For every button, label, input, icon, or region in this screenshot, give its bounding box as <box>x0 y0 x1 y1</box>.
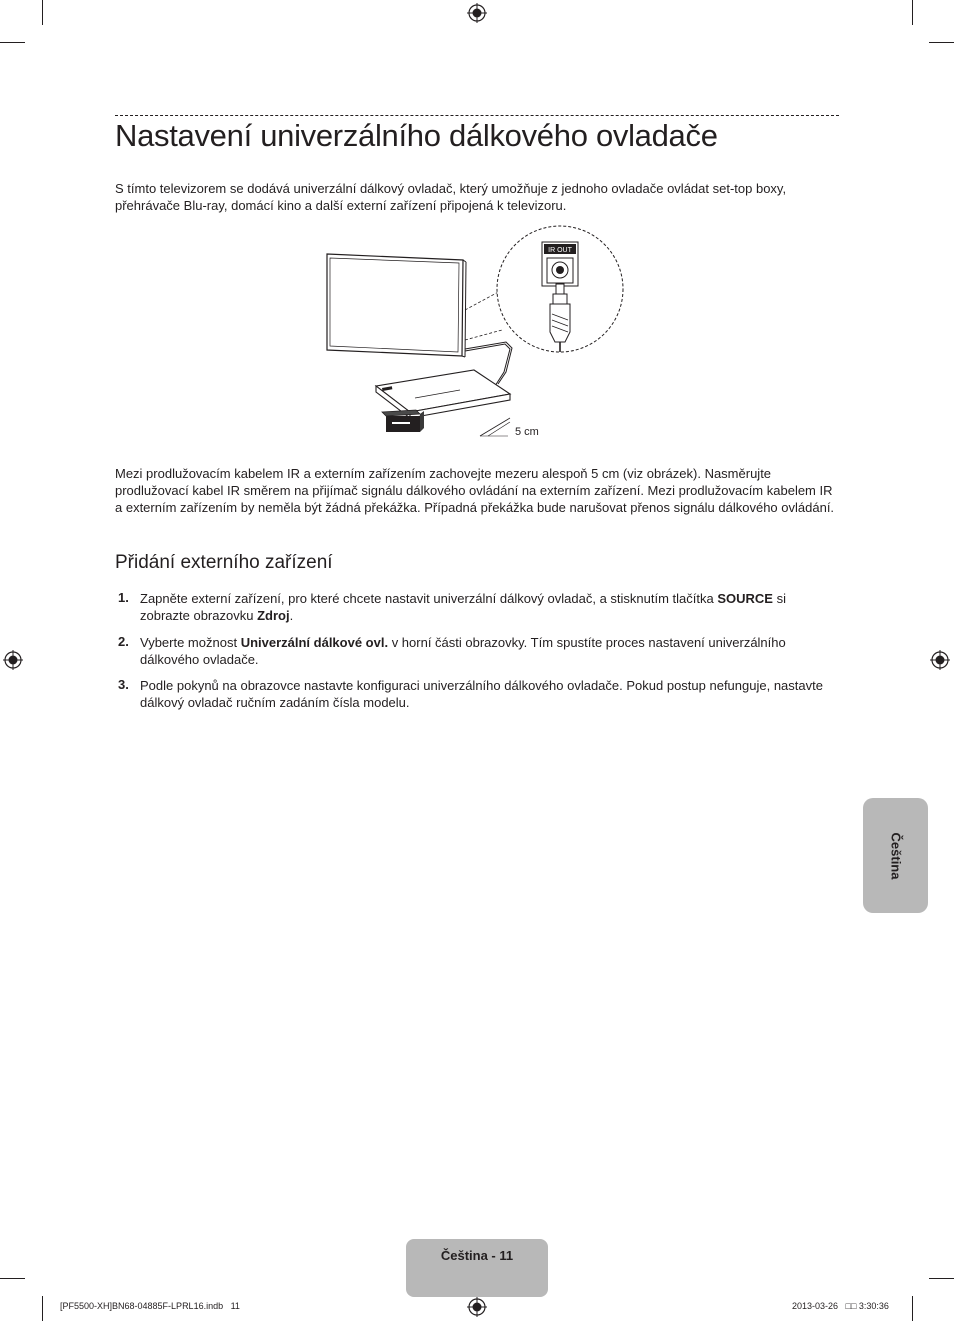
page-number-label: Čeština - 11 <box>440 1248 514 1263</box>
step-number: 3. <box>118 677 129 692</box>
source-button-term: SOURCE <box>717 591 773 606</box>
distance-note-paragraph: Mezi prodlužovacím kabelem IR a externím zařízením zachovejte mezeru alespoň 5 cm (viz obrázek). Nasměrujte prodlužovací kabel IR směrem na přijímač signálu dálkového ovládání na externím zařízení. Mezi prodlužovacím kabelem IR a externím zařízením by neměla být žádná překážka. Případná překážka bude narušovat přenos signálu dálkového ovládání. <box>115 466 835 515</box>
ir-connection-diagram <box>320 222 640 444</box>
crop-mark <box>42 1296 43 1321</box>
crop-mark <box>912 0 913 25</box>
crop-mark <box>0 1278 25 1279</box>
section-title: Přidání externího zařízení <box>115 552 333 573</box>
intro-paragraph: S tímto televizorem se dodává univerzální dálkový ovladač, který umožňuje z jednoho ovladače ovládat set-top boxy, přehrávače Blu-ray, domácí kino a další externí zařízení připojená k televizoru. <box>115 181 787 213</box>
step-text-part: v horní části obrazovky. Tím spustíte proces nastavení univerzálního dálkového ovladače. <box>140 635 786 667</box>
footer-file-info: [PF5500-XH]BN68-04885F-LPRL16.indb 11 <box>60 1301 240 1311</box>
language-tab-label: Čeština <box>888 832 903 879</box>
registration-mark-icon <box>467 1297 487 1317</box>
step-text <box>140 590 830 624</box>
page-title: Nastavení univerzálního dálkového ovladače <box>115 118 718 153</box>
step-text <box>140 677 830 711</box>
step-text-part: Podle pokynů na obrazovce nastavte konfiguraci univerzálního dálkového ovladače. Pokud postup nefunguje, nastavte dálkový ovladač ručním zadáním čísla modelu. <box>140 678 823 710</box>
crop-mark <box>929 42 954 43</box>
page-number-tab <box>406 1239 548 1297</box>
title-divider <box>115 115 839 116</box>
step-text-part: Zapněte externí zařízení, pro které chcete nastavit univerzální dálkový ovladač, a stisknutím tlačítka <box>140 591 718 606</box>
universal-remote-term: Univerzální dálkové ovl. <box>240 635 389 650</box>
crop-mark <box>42 0 43 25</box>
crop-mark <box>929 1278 954 1279</box>
registration-mark-icon <box>930 650 950 670</box>
registration-mark-icon <box>3 650 23 670</box>
step-text <box>140 634 830 668</box>
step-text-part: Vyberte možnost <box>140 635 241 650</box>
ir-extender-illustration <box>382 410 424 432</box>
crop-mark <box>912 1296 913 1321</box>
step-number: 2. <box>118 634 129 649</box>
step-number: 1. <box>118 590 129 605</box>
ir-out-label: IR OUT <box>548 247 572 254</box>
crop-mark <box>0 42 25 43</box>
footer-timestamp: 2013-03-26 □□ 3:30:36 <box>792 1301 889 1311</box>
step-text-part: . <box>289 608 294 623</box>
distance-label: 5 cm <box>515 426 539 438</box>
language-tab <box>863 798 928 913</box>
tv-illustration <box>327 254 466 357</box>
source-screen-term: Zdroj <box>257 608 290 623</box>
step-text-part: si zobrazte obrazovku <box>140 591 786 623</box>
registration-mark-icon <box>467 3 487 23</box>
